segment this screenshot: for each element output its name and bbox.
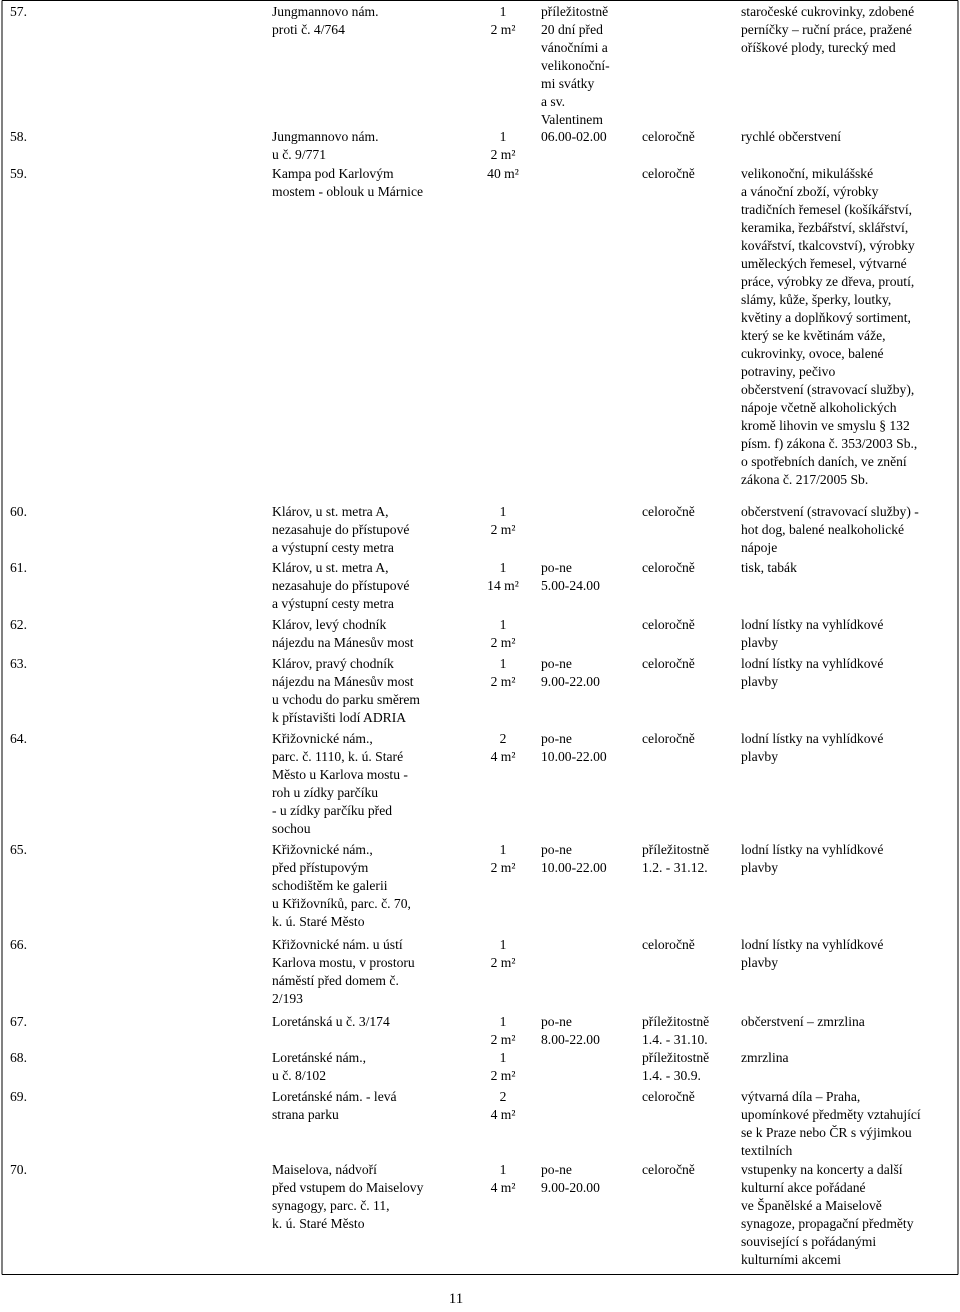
cell-area: 14 m² — [487, 578, 519, 593]
cell-period: celoročně — [642, 937, 695, 952]
cell-area: 2 m² — [490, 1032, 516, 1047]
cell-period: příležitostně 1.4. - 30.9. — [642, 1050, 710, 1083]
cell-count: 1 — [499, 937, 507, 952]
cell-place: Klárov, u st. metra A, nezasahuje do přístupové a výstupní cesty metra — [272, 560, 410, 611]
cell-no: 66. — [10, 937, 27, 952]
cell-count: 2 — [499, 731, 507, 746]
cell-days: po-ne 5.00-24.00 — [541, 560, 600, 593]
cell-no: 65. — [10, 842, 27, 857]
cell-no: 63. — [10, 656, 27, 671]
cell-area: 2 m² — [490, 955, 516, 970]
cell-area: 40 m² — [487, 166, 519, 181]
cell-count: 1 — [499, 560, 507, 575]
cell-goods: lodní lístky na vyhlídkové plavby — [741, 937, 884, 970]
cell-no: 57. — [10, 4, 27, 19]
cell-count: 2 — [499, 1089, 507, 1104]
cell-no: 64. — [10, 731, 27, 746]
cell-place: Jungmannovo nám. u č. 9/771 — [272, 129, 379, 162]
cell-count: 1 — [499, 1162, 507, 1177]
cell-place: Křižovnické nám., před přístupovým schodištěm ke galerii u Křižovníků, parc. č. 70, k. ú. Staré Město — [272, 842, 411, 929]
cell-no: 62. — [10, 617, 27, 632]
cell-goods: občerstvení (stravovací služby) - hot dog, balené nealkoholické nápoje — [741, 504, 919, 555]
cell-no: 68. — [10, 1050, 27, 1065]
cell-days: 06.00-02.00 — [541, 129, 607, 144]
cell-place: Křižovnické nám., parc. č. 1110, k. ú. Staré Město u Karlova mostu - roh u zídky parčíku - u zídky parčíku před sochou — [272, 731, 408, 836]
cell-area: 2 m² — [490, 22, 516, 37]
cell-no: 58. — [10, 129, 27, 144]
cell-days: po-ne 9.00-20.00 — [541, 1162, 600, 1195]
cell-period: celoročně — [642, 504, 695, 519]
cell-goods: staročeské cukrovinky, zdobené perníčky – ruční práce, pražené oříškové plody, turecký med — [741, 4, 915, 55]
cell-count: 1 — [499, 129, 507, 144]
cell-place: Jungmannovo nám. proti č. 4/764 — [272, 4, 379, 37]
cell-days: po-ne 9.00-22.00 — [541, 656, 600, 689]
cell-days: po-ne 10.00-22.00 — [541, 842, 607, 875]
cell-goods: lodní lístky na vyhlídkové plavby — [741, 656, 884, 689]
cell-no: 61. — [10, 560, 27, 575]
cell-goods: vstupenky na koncerty a další kulturní akce pořádané ve Španělské a Maiselově synagoze, propagační předměty související s pořádanými kulturními akcemi — [741, 1162, 914, 1267]
cell-period: příležitostně 1.4. - 31.10. — [642, 1014, 710, 1047]
cell-goods: výtvarná díla – Praha, upomínkové předměty vztahující se k Praze nebo ČR s výjimkou textilních — [741, 1089, 921, 1158]
cell-count: 1 — [499, 1014, 507, 1029]
cell-no: 69. — [10, 1089, 27, 1104]
page-number: 11 — [448, 1291, 464, 1307]
cell-area: 4 m² — [490, 1180, 516, 1195]
cell-period: celoročně — [642, 656, 695, 671]
cell-place: Loretánské nám. - levá strana parku — [272, 1089, 397, 1122]
cell-count: 1 — [499, 656, 507, 671]
cell-goods: lodní lístky na vyhlídkové plavby — [741, 617, 884, 650]
cell-area: 4 m² — [490, 1107, 516, 1122]
cell-area: 2 m² — [490, 674, 516, 689]
cell-days: příležitostně 20 dní před vánočními a velikonoční- mi svátky a sv. Valentinem — [541, 4, 610, 127]
cell-days: po-ne 8.00-22.00 — [541, 1014, 600, 1047]
cell-goods: zmrzlina — [741, 1050, 789, 1065]
cell-count: 1 — [499, 617, 507, 632]
cell-area: 2 m² — [490, 147, 516, 162]
cell-period: celoročně — [642, 731, 695, 746]
cell-goods: velikonoční, mikulášské a vánoční zboží, výrobky tradičních řemesel (košíkářství, keramika, řezbářství, sklářství, kovářství, tkalcovství), výrobky uměleckých řemesel, výtvarné práce, výrobky ze dřeva, proutí, slámy, kůže, šperky, loutky, květiny a doplňkový sortiment, který se ke květinám váže, cukrovinky, ovoce, balené potraviny, pečivo občerstvení (stravovací služby), nápoje včetně alkoholických kromě lihovin ve smyslu § 132 písm. f) zákona č. 353/2003 Sb., o spotřebních daních, ve znění zákona č. 217/2005 Sb. — [741, 166, 918, 487]
cell-goods: občerstvení – zmrzlina — [741, 1014, 865, 1029]
cell-count: 1 — [499, 1050, 507, 1065]
cell-count: 1 — [499, 842, 507, 857]
cell-place: Kampa pod Karlovým mostem - oblouk u Márnice — [272, 166, 424, 199]
cell-no: 60. — [10, 504, 27, 519]
cell-place: Křižovnické nám. u ústí Karlova mostu, v prostoru náměstí před domem č. 2/193 — [272, 937, 415, 1006]
cell-place: Loretánská u č. 3/174 — [272, 1014, 390, 1029]
cell-goods: lodní lístky na vyhlídkové plavby — [741, 731, 884, 764]
cell-days: po-ne 10.00-22.00 — [541, 731, 607, 764]
cell-period: celoročně — [642, 617, 695, 632]
cell-period: celoročně — [642, 1162, 695, 1177]
cell-count: 1 — [499, 4, 507, 19]
cell-period: celoročně — [642, 129, 695, 144]
cell-goods: rychlé občerstvení — [741, 129, 842, 144]
cell-goods: tisk, tabák — [741, 560, 797, 575]
cell-place: Loretánské nám., u č. 8/102 — [272, 1050, 366, 1083]
cell-goods: lodní lístky na vyhlídkové plavby — [741, 842, 884, 875]
cell-no: 70. — [10, 1162, 27, 1177]
cell-no: 59. — [10, 166, 27, 181]
cell-area: 2 m² — [490, 860, 516, 875]
cell-place: Maiselova, nádvoří před vstupem do Maiselovy synagogy, parc. č. 11, k. ú. Staré Město — [272, 1162, 424, 1231]
cell-place: Klárov, levý chodník nájezdu na Mánesův most — [272, 617, 414, 650]
cell-period: celoročně — [642, 166, 695, 181]
cell-area: 2 m² — [490, 635, 516, 650]
cell-count: 1 — [499, 504, 507, 519]
cell-period: celoročně — [642, 1089, 695, 1104]
cell-area: 2 m² — [490, 522, 516, 537]
cell-area: 2 m² — [490, 1068, 516, 1083]
cell-place: Klárov, pravý chodník nájezdu na Mánesův most u vchodu do parku směrem k přístavišti lodí ADRIA — [272, 656, 420, 725]
cell-place: Klárov, u st. metra A, nezasahuje do přístupové a výstupní cesty metra — [272, 504, 410, 555]
cell-area: 4 m² — [490, 749, 516, 764]
cell-period: příležitostně 1.2. - 31.12. — [642, 842, 710, 875]
cell-period: celoročně — [642, 560, 695, 575]
cell-no: 67. — [10, 1014, 27, 1029]
